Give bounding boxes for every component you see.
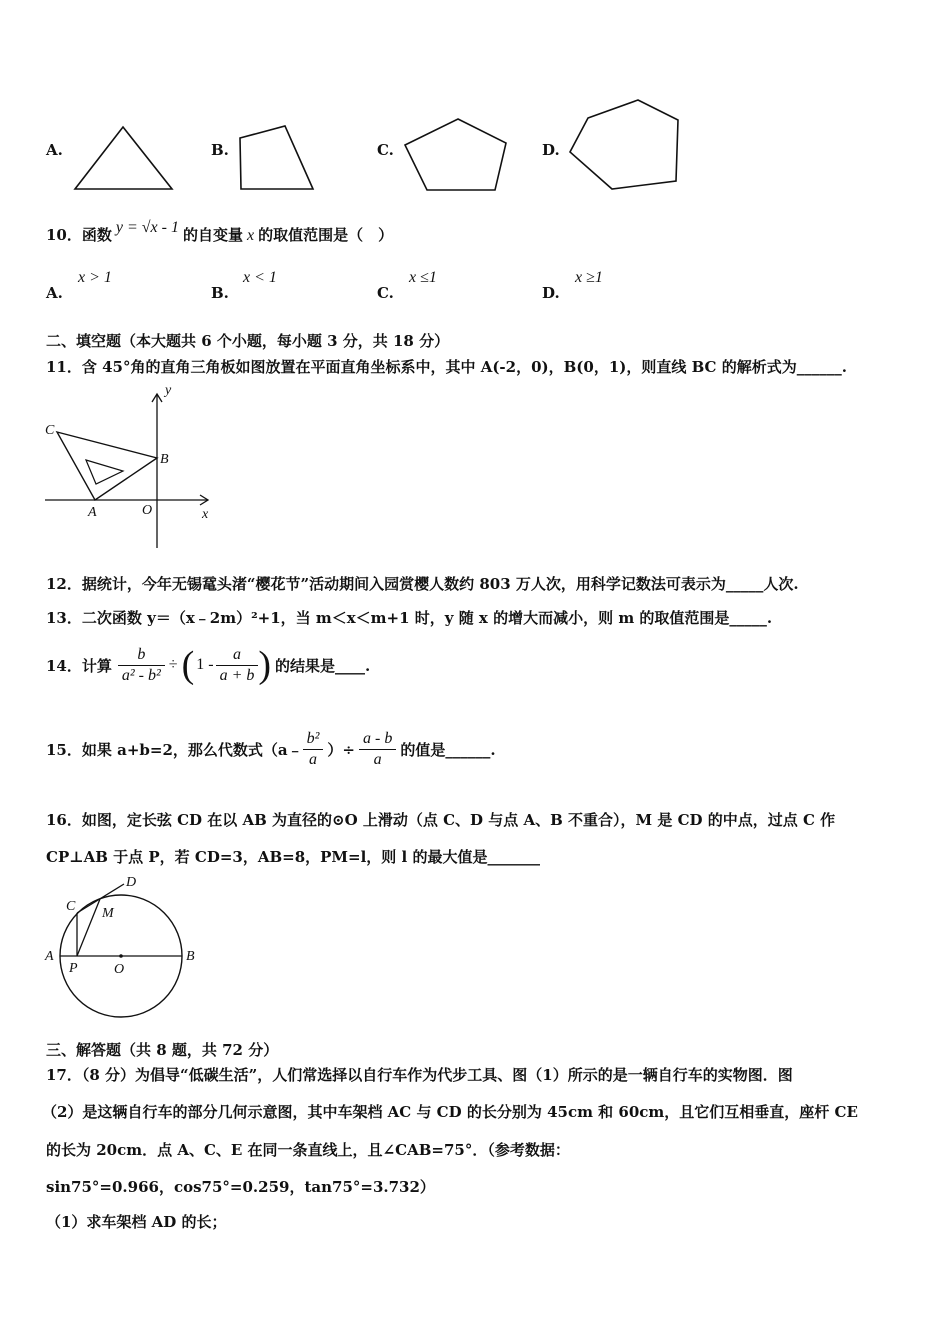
label-c: C: [66, 899, 76, 914]
label-b: B: [186, 949, 195, 964]
hexagon-shape: [568, 98, 682, 192]
center-point: [119, 954, 123, 958]
label-c: C: [45, 423, 55, 438]
q16-line-2: CP⊥AB 于点 P，若 CD=3，AB=8，PM=l，则 l 的最大值是_______: [46, 848, 540, 866]
q14-expression: 14．计算 $\frac{b}{\text{a² - b²}}$ ÷ ( 1 - $\frac{a}{a + b}$ ) 的结果是____.: [46, 644, 371, 686]
q10-option-a-label: A.: [46, 284, 63, 302]
pentagon-shape: [403, 117, 509, 193]
q14-fraction-2: $\frac{a}{a + b}$: [216, 645, 259, 686]
q9-option-b-label: B.: [211, 141, 229, 159]
q10-stem: 10．函数 y = √x - 1 的自变量 x 的取值范围是（ ）: [46, 219, 394, 244]
q15-fraction-2: $\frac{a - b}{a}$: [359, 729, 396, 770]
q10-formula: y = √x - 1: [115, 219, 179, 236]
chord-cd: [77, 884, 124, 913]
inner-triangle: [86, 460, 123, 484]
q11-text: 11．含 45°角的直角三角板如图放置在平面直角坐标系中，其中 A(-2，0)，B(0，1)，则直线 BC 的解析式为______.: [46, 358, 847, 376]
q11-coordinate-figure: [40, 380, 220, 552]
q13-text: 13．二次函数 y＝（x﹣2m）²+1，当 m＜x＜m+1 时，y 随 x 的增大而减小，则 m 的取值范围是_____.: [46, 609, 773, 627]
label-x: x: [202, 507, 209, 522]
q15-expression: 15．如果 a+b=2，那么代数式（a﹣ $\frac{\text{b²}}{a}$ ）÷ $\frac{a - b}{a}$ 的值是______.: [46, 729, 496, 768]
label-m: M: [102, 906, 114, 921]
q9-option-a-label: A.: [46, 141, 63, 159]
triangle-shape: [72, 125, 174, 193]
q15-fraction-1: $\frac{\text{b²}}{a}$: [303, 729, 324, 770]
q9-option-c-label: C.: [377, 141, 394, 159]
q17-subquestion-1: （1）求车架档 AD 的长；: [46, 1213, 227, 1231]
segment-pm: [77, 899, 100, 956]
label-o: O: [114, 962, 125, 977]
q10-option-b-label: B.: [211, 284, 229, 302]
q16-circle-figure: [40, 872, 210, 1022]
q16-line-1: 16．如图，定长弦 CD 在以 AB 为直径的⊙O 上滑动（点 C、D 与点 A、B 不重合），M 是 CD 的中点，过点 C 作: [46, 811, 836, 829]
label-b: B: [160, 452, 169, 467]
q10-option-d-expr: x ≥1: [575, 269, 603, 286]
label-o: O: [142, 503, 153, 518]
q10-option-d-label: D.: [542, 284, 560, 302]
q10-option-c-expr: x ≤1: [409, 269, 437, 286]
section-2-title: 二、填空题（本大题共 6 个小题，每小题 3 分，共 18 分）: [46, 332, 450, 350]
quadrilateral-shape: [237, 124, 317, 194]
q17-line-4: sin75°=0.966，cos75°=0.259，tan75°=3.732）: [46, 1178, 435, 1196]
q17-line-2: （2）是这辆自行车的部分几何示意图，其中车架档 AC 与 CD 的长分别为 45cm 和 60cm，且它们互相垂直，座杆 CE: [42, 1103, 858, 1121]
label-d: D: [126, 875, 137, 890]
q17-line-3: 的长为 20cm．点 A、C、E 在同一条直线上，且∠CAB=75°．（参考数据：: [46, 1141, 570, 1159]
label-y: y: [165, 383, 172, 398]
label-a: A: [45, 949, 54, 964]
q10-option-c-label: C.: [377, 284, 394, 302]
q10-option-b-expr: x < 1: [243, 269, 277, 286]
q12-text: 12．据统计，今年无锡鼋头渚“樱花节”活动期间入园赏樱人数约 803 万人次，用科学记数法可表示为_____人次.: [46, 575, 799, 593]
q10-option-a-expr: x > 1: [78, 269, 112, 286]
label-p: P: [69, 961, 78, 976]
section-3-title: 三、解答题（共 8 题，共 72 分）: [46, 1041, 279, 1059]
q9-option-d-label: D.: [542, 141, 560, 159]
q17-line-1: 17．（8 分）为倡导“低碳生活”，人们常选择以自行车作为代步工具、图（1）所示的是一辆自行车的实物图．图: [46, 1066, 793, 1084]
label-a: A: [88, 505, 97, 520]
q14-fraction-1: $\frac{b}{\text{a² - b²}}$: [118, 645, 165, 686]
